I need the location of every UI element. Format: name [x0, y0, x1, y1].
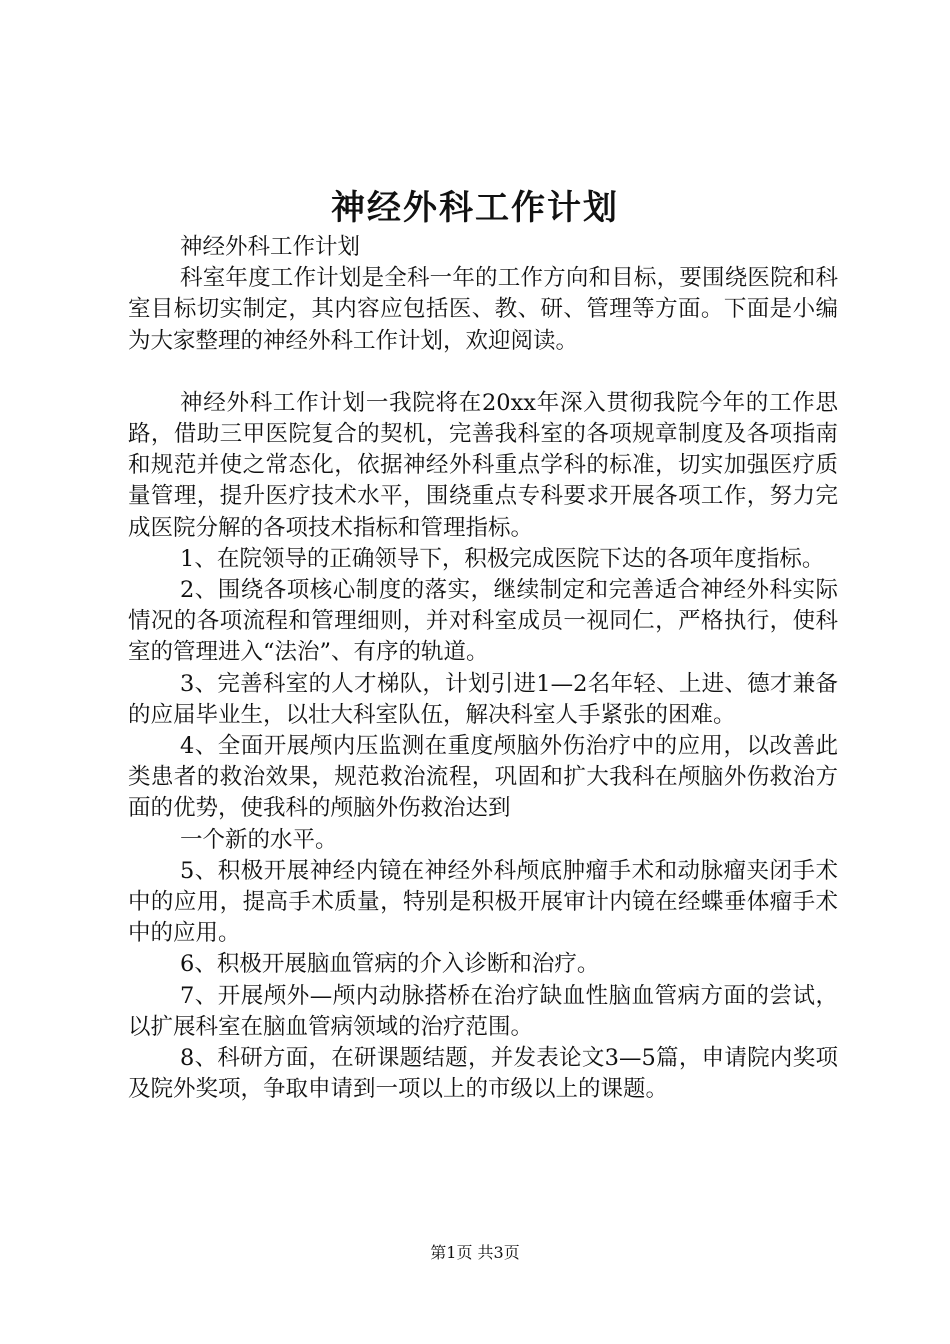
page-title: 神经外科工作计划	[331, 188, 619, 228]
paragraph-item-8: 8、科研方面，在研课题结题，并发表论文3—5篇，申请院内奖项及院外奖项，争取申请到一项以上的市级以上的课题。	[128, 1045, 838, 1103]
paragraph-item-1: 1、在院领导的正确领导下，积极完成医院下达的各项年度指标。	[180, 545, 825, 572]
paragraph-spacer	[128, 357, 838, 388]
paragraph-item-4-continued: 一个新的水平。	[180, 826, 338, 853]
paragraph-item-5: 5、积极开展神经内镜在神经外科颅底肿瘤手术和动脉瘤夹闭手术中的应用，提高手术质量，特别是积极开展审计内镜在经蝶垂体瘤手术中的应用。	[128, 857, 838, 947]
paragraph-item-7: 7、开展颅外—颅内动脉搭桥在治疗缺血性脑血管病方面的尝试，以扩展科室在脑血管病领域的治疗范围。	[128, 982, 838, 1040]
paragraph-plan-overview: 神经外科工作计划一我院将在20xx年深入贯彻我院今年的工作思路，借助三甲医院复合的契机，完善我科室的各项规章制度及各项指南和规范并使之常态化，依据神经外科重点学科的标准，切实加强医疗质量管理，提升医疗技术水平，围绕重点专科要求开展各项工作，努力完成医院分解的各项技术指标和管理指标。	[128, 389, 838, 541]
paragraph-item-6: 6、积极开展脑血管病的介入诊断和治疗。	[180, 951, 600, 978]
paragraph-intro: 科室年度工作计划是全科一年的工作方向和目标，要围绕医院和科室目标切实制定，其内容应包括医、教、研、管理等方面。下面是小编为大家整理的神经外科工作计划，欢迎阅读。	[128, 265, 838, 354]
document-body	[128, 232, 838, 1105]
page-footer: 第1页 共3页	[430, 1243, 520, 1262]
paragraph-item-2: 2、围绕各项核心制度的落实，继续制定和完善适合神经外科实际情况的各项流程和管理细则，并对科室成员一视同仁，严格执行，使科室的管理进入“法治”、有序的轨道。	[128, 577, 838, 666]
paragraph-item-4: 4、全面开展颅内压监测在重度颅脑外伤治疗中的应用，以改善此类患者的救治效果，规范救治流程，巩固和扩大我科在颅脑外伤救治方面的优势，使我科的颅脑外伤救治达到	[128, 733, 838, 822]
paragraph-heading: 神经外科工作计划	[180, 234, 361, 260]
paragraph-item-3: 3、完善科室的人才梯队，计划引进1—2名年轻、上进、德才兼备的应届毕业生，以壮大科室队伍，解决科室人手紧张的困难。	[128, 670, 838, 728]
